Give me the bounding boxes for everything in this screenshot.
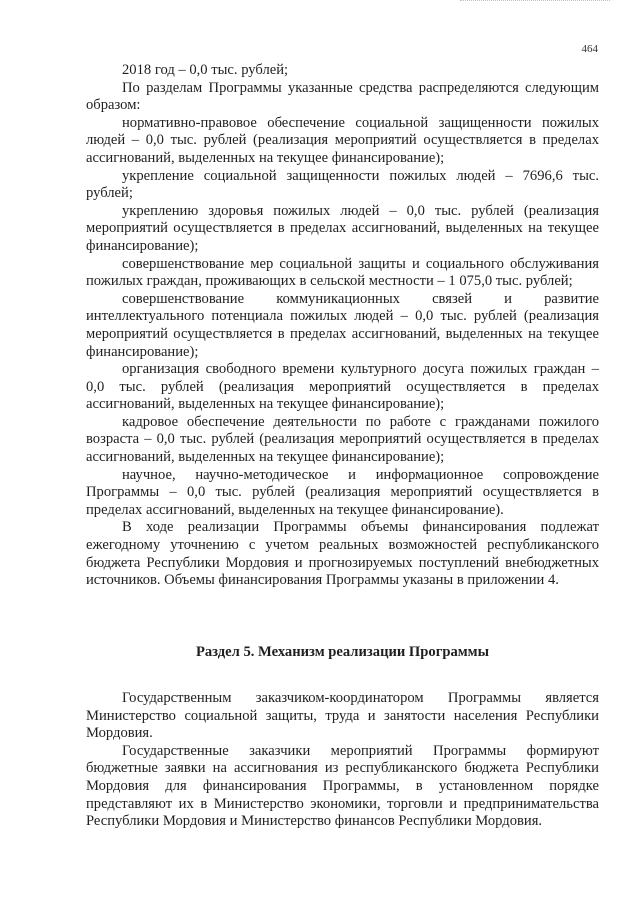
paragraph-scientific: научное, научно-методическое и информационное сопровождение Программы – 0,0 тыс. рублей (реализация мероприятий осуществляется в пределах ассигнований, выделенных на текущее финансирование). — [86, 466, 599, 518]
paragraph-coordinator: Государственным заказчиком-координатором Программы является Министерство социальной защиты, труда и занятости населения Республики Мордовия. — [86, 690, 599, 742]
paragraph-leisure: организация свободного времени культурного досуга пожилых граждан – 0,0 тыс. рублей (реализация мероприятий осуществляется в пределах ассигнований, выделенных на текущее финансирование); — [86, 361, 599, 413]
page-number: 464 — [581, 43, 598, 55]
paragraph-health: укреплению здоровья пожилых людей – 0,0 тыс. рублей (реализация мероприятий осуществляется в пределах ассигнований, выделенных на текущее финансирование); — [86, 202, 599, 254]
paragraph-social-protection: укрепление социальной защищенности пожилых людей – 7696,6 тыс. рублей; — [86, 167, 599, 202]
paragraph-normative: нормативно-правовое обеспечение социальной защищенности пожилых людей – 0,0 тыс. рублей (реализация мероприятий осуществляется в пределах ассигнований, выделенных на текущее финансирование); — [86, 114, 599, 166]
paragraph-distribution: По разделам Программы указанные средства распределяются следующим образом: — [86, 79, 599, 114]
paragraph-customers: Государственные заказчики мероприятий Программы формируют бюджетные заявки на ассигнования из республиканского бюджета Республики Мордовия для финансирования Программы, в установленном порядке представляют их в Министерство экономики, торговли и предпринимательства Республики Мордовия и Министерство финансов Республики Мордовия. — [86, 742, 599, 830]
funding-text — [86, 62, 599, 590]
paragraph-2018: 2018 год – 0,0 тыс. рублей; — [122, 62, 289, 78]
paragraph-communication: совершенствование коммуникационных связей и развитие интеллектуального потенциала пожилых людей – 0,0 тыс. рублей (реализация мероприятий осуществляется в пределах ассигнований, выделенных на текущее финансирование); — [86, 290, 599, 360]
paragraph-staffing: кадровое обеспечение деятельности по работе с гражданами пожилого возраста – 0,0 тыс. рублей (реализация мероприятий осуществляется в пределах ассигнований, выделенных на текущее финансирование); — [86, 413, 599, 466]
paragraph-rural: совершенствование мер социальной защиты и социального обслуживания пожилых граждан, проживающих в сельской местности – 1 075,0 тыс. рублей; — [86, 255, 599, 290]
section-title: Раздел 5. Механизм реализации Программы — [195, 644, 490, 660]
section-text — [86, 690, 599, 831]
scan-artifact — [460, 0, 610, 9]
paragraph-implementation: В ходе реализации Программы объемы финансирования подлежат ежегодному уточнению с учетом реальных возможностей республиканского бюджета Республики Мордовия и прогнозируемых поступлений внебюджетных источников. Объемы финансирования Программы указаны в приложении 4. — [86, 519, 599, 589]
